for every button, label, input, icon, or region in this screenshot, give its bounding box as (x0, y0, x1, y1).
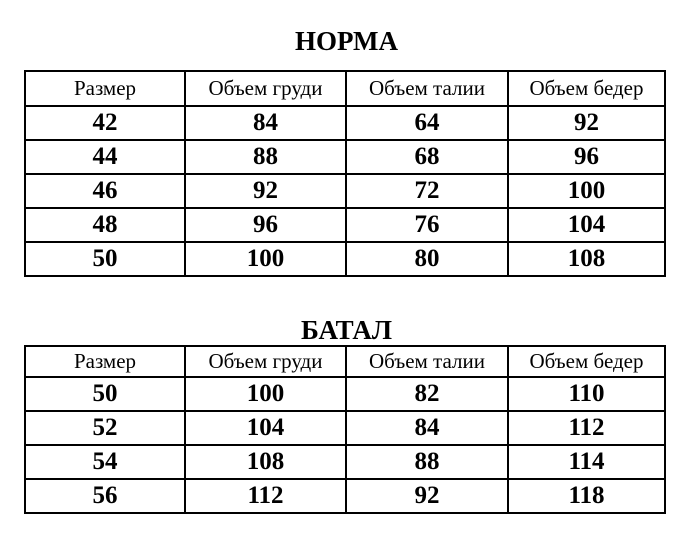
column-header: Объем талии (346, 71, 508, 106)
table-cell: 54 (25, 445, 185, 479)
table-cell: 100 (185, 377, 346, 411)
column-header: Объем бедер (508, 71, 665, 106)
table-cell: 110 (508, 377, 665, 411)
table-row (25, 208, 665, 242)
table-cell: 112 (185, 479, 346, 513)
table-cell: 72 (346, 174, 508, 208)
table-cell: 112 (508, 411, 665, 445)
table-cell: 92 (185, 174, 346, 208)
table-cell: 88 (346, 445, 508, 479)
table-cell: 108 (508, 242, 665, 276)
table-cell: 96 (508, 140, 665, 174)
table-row (25, 174, 665, 208)
table-cell: 96 (185, 208, 346, 242)
column-header: Объем груди (185, 71, 346, 106)
table-row (25, 106, 665, 140)
table-cell: 118 (508, 479, 665, 513)
table-header-row (25, 346, 665, 377)
table-row (25, 242, 665, 276)
table-cell: 46 (25, 174, 185, 208)
table-cell: 42 (25, 106, 185, 140)
column-header: Объем талии (346, 346, 508, 377)
column-header: Объем груди (185, 346, 346, 377)
table-cell: 68 (346, 140, 508, 174)
norma-size-table (24, 70, 666, 277)
table-cell: 100 (185, 242, 346, 276)
table-cell: 84 (185, 106, 346, 140)
table-header-row (25, 71, 665, 106)
table-cell: 88 (185, 140, 346, 174)
table-cell: 92 (508, 106, 665, 140)
table-cell: 76 (346, 208, 508, 242)
column-header: Размер (25, 346, 185, 377)
table-cell: 104 (185, 411, 346, 445)
table-row (25, 140, 665, 174)
column-header: Размер (25, 71, 185, 106)
table-cell: 84 (346, 411, 508, 445)
table-cell: 100 (508, 174, 665, 208)
table-cell: 44 (25, 140, 185, 174)
table-cell: 92 (346, 479, 508, 513)
column-header: Объем бедер (508, 346, 665, 377)
table-cell: 50 (25, 242, 185, 276)
table-row (25, 377, 665, 411)
batal-title: БАТАЛ (301, 315, 392, 345)
table-cell: 56 (25, 479, 185, 513)
table-cell: 82 (346, 377, 508, 411)
table-row (25, 479, 665, 513)
table-cell: 50 (25, 377, 185, 411)
table-cell: 80 (346, 242, 508, 276)
batal-size-table (24, 345, 666, 514)
table-cell: 104 (508, 208, 665, 242)
table-cell: 48 (25, 208, 185, 242)
norma-title: НОРМА (295, 26, 398, 56)
table-cell: 108 (185, 445, 346, 479)
table-row (25, 411, 665, 445)
table-cell: 114 (508, 445, 665, 479)
table-row (25, 445, 665, 479)
table-cell: 52 (25, 411, 185, 445)
table-cell: 64 (346, 106, 508, 140)
